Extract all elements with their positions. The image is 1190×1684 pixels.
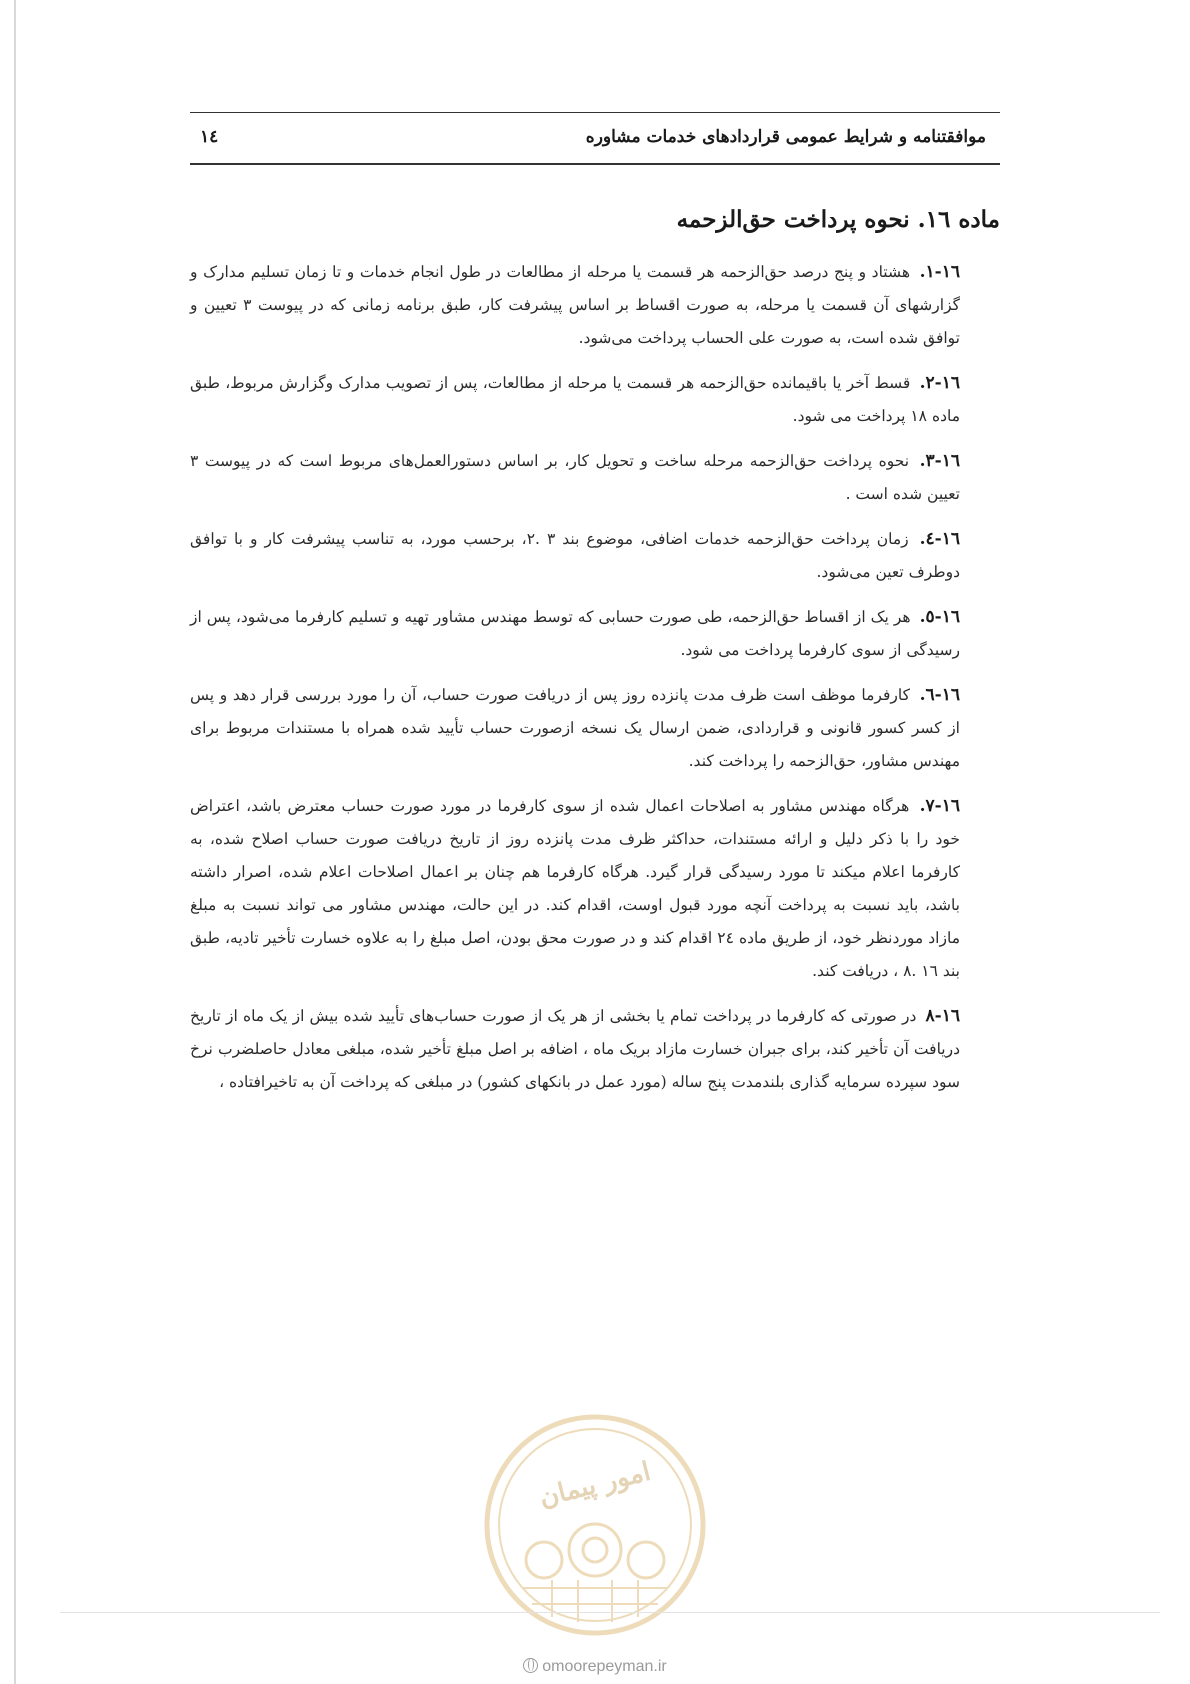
clause-text: هرگاه مهندس مشاور به اصلاحات اعمال شده از سوی کارفرما در مورد صورت حساب معترض باشد، اعتراض خود را با ذکر دلیل و ارائه مستندات، حداکثر ظرف مدت پانزده روز از تاریخ دریافت صورت حساب اصلاح شده، به کارفرما اعلام میکند تا مورد رسیدگی قرار گیرد. هرگاه کارفرما هم چنان بر اعمال اصلاحات اعلام شده، اصرار داشته باشد، باید نسبت به پرداخت آنچه مورد قبول اوست، اقدام کند. در این حالت، مهندس مشاور می تواند نسبت به مبلغ مازاد موردنظر خود، از طریق ماده ٢٤ اقدام کند و در صورت محق بودن، اصل مبلغ را به علاوه خسارت تأخیر تادیه، طبق بند ١٦ .٨ ، دریافت کند.	[190, 797, 960, 980]
clause-text: کارفرما موظف است ظرف مدت پانزده روز پس از دریافت صورت حساب، آن را مورد بررسی قرار دهد و پس از کسر کسور قانونی و قراردادی، ضمن ارسال یک نسخه ازصورت حساب تأیید شده همراه با مستندات مربوط برای مهندس مشاور، حق‌الزحمه را پرداخت کند.	[190, 686, 960, 770]
clause-16-3	[190, 445, 960, 511]
clause-number: ١٦-١.	[919, 262, 960, 282]
clause-16-7	[190, 790, 960, 988]
clause-number: ١٦-٣.	[919, 451, 960, 471]
clause-16-6	[190, 679, 960, 778]
watermark-stamp-icon	[482, 1412, 708, 1638]
watermark-url[interactable]: omoorepeyman.ir	[542, 1658, 667, 1675]
header-title: موافقتنامه و شرایط عمومی قراردادهای خدمات مشاوره	[585, 127, 986, 147]
clause-text: قسط آخر یا باقیمانده حق‌الزحمه هر قسمت یا مرحله از مطالعات، پس از تصویب مدارک وگزارش مربوط، طبق ماده ١٨ پرداخت می شود.	[190, 374, 960, 425]
footer-watermark[interactable]	[0, 1658, 1190, 1676]
clause-text: هشتاد و پنج درصد حق‌الزحمه هر قسمت یا مرحله از مطالعات در طول انجام خدمات و تا زمان تسلیم مدارک و گزارشهای آن قسمت یا مرحله، به صورت اقساط بر اساس پیشرفت کار، طبق برنامه زمانی که در پیوست ٣ تعیین و توافق شده است، به صورت علی الحساب پرداخت می‌شود.	[190, 263, 960, 347]
clause-16-5	[190, 601, 960, 667]
clause-16-8	[190, 1000, 960, 1099]
clause-text: هر یک از اقساط حق‌الزحمه، طی صورت حسابی که توسط مهندس مشاور تهیه و تسلیم کارفرما می‌شود، پس از رسیدگی از سوی کارفرما پرداخت می شود.	[190, 608, 960, 659]
clause-text: زمان پرداخت حق‌الزحمه خدمات اضافی، موضوع بند ٣ .٢، برحسب مورد، به تناسب پیشرفت کار و با توافق دوطرف تعین می‌شود.	[190, 530, 960, 581]
clause-16-2	[190, 367, 960, 433]
scan-edge	[14, 0, 16, 1684]
clause-16-4	[190, 523, 960, 589]
clause-text: در صورتی که کارفرما در پرداخت تمام یا بخشی از هر یک از صورت حساب‌های تأیید شده بیش از یک ماه از تاریخ دریافت آن تأخیر کند، برای جبران خسارت مازاد بریک ماه ، اضافه بر اصل مبلغ تأخیر شده، مبلغی معادل حاصلضرب نرخ سود سپرده سرمایه گذاری بلندمدت پنج ساله (مورد عمل در بانکهای کشور) در مبلغی که پرداخت آن به تاخیرافتاده ،	[190, 1007, 960, 1091]
globe-icon	[523, 1658, 538, 1673]
bottom-divider	[60, 1612, 1160, 1613]
clauses-list	[190, 256, 960, 1111]
clause-number: ١٦-٤.	[919, 529, 960, 549]
clause-number: ١٦-٨	[925, 1006, 960, 1026]
article-heading: ماده ١٦. نحوه پرداخت حق‌الزحمه	[676, 206, 1000, 233]
clause-number: ١٦-٦.	[919, 685, 960, 705]
clause-number: ١٦-٢.	[919, 373, 960, 393]
stamp-label: امور پیمان	[536, 1456, 654, 1514]
clause-text: نحوه پرداخت حق‌الزحمه مرحله ساخت و تحویل کار، بر اساس دستورالعمل‌های مربوط است که در پیوست ٣ تعیین شده است .	[190, 452, 960, 503]
running-header	[190, 112, 1000, 165]
clause-16-1	[190, 256, 960, 355]
clause-number: ١٦-٧.	[919, 796, 960, 816]
clause-number: ١٦-٥.	[919, 607, 960, 627]
page-number: ١٤	[200, 127, 219, 147]
